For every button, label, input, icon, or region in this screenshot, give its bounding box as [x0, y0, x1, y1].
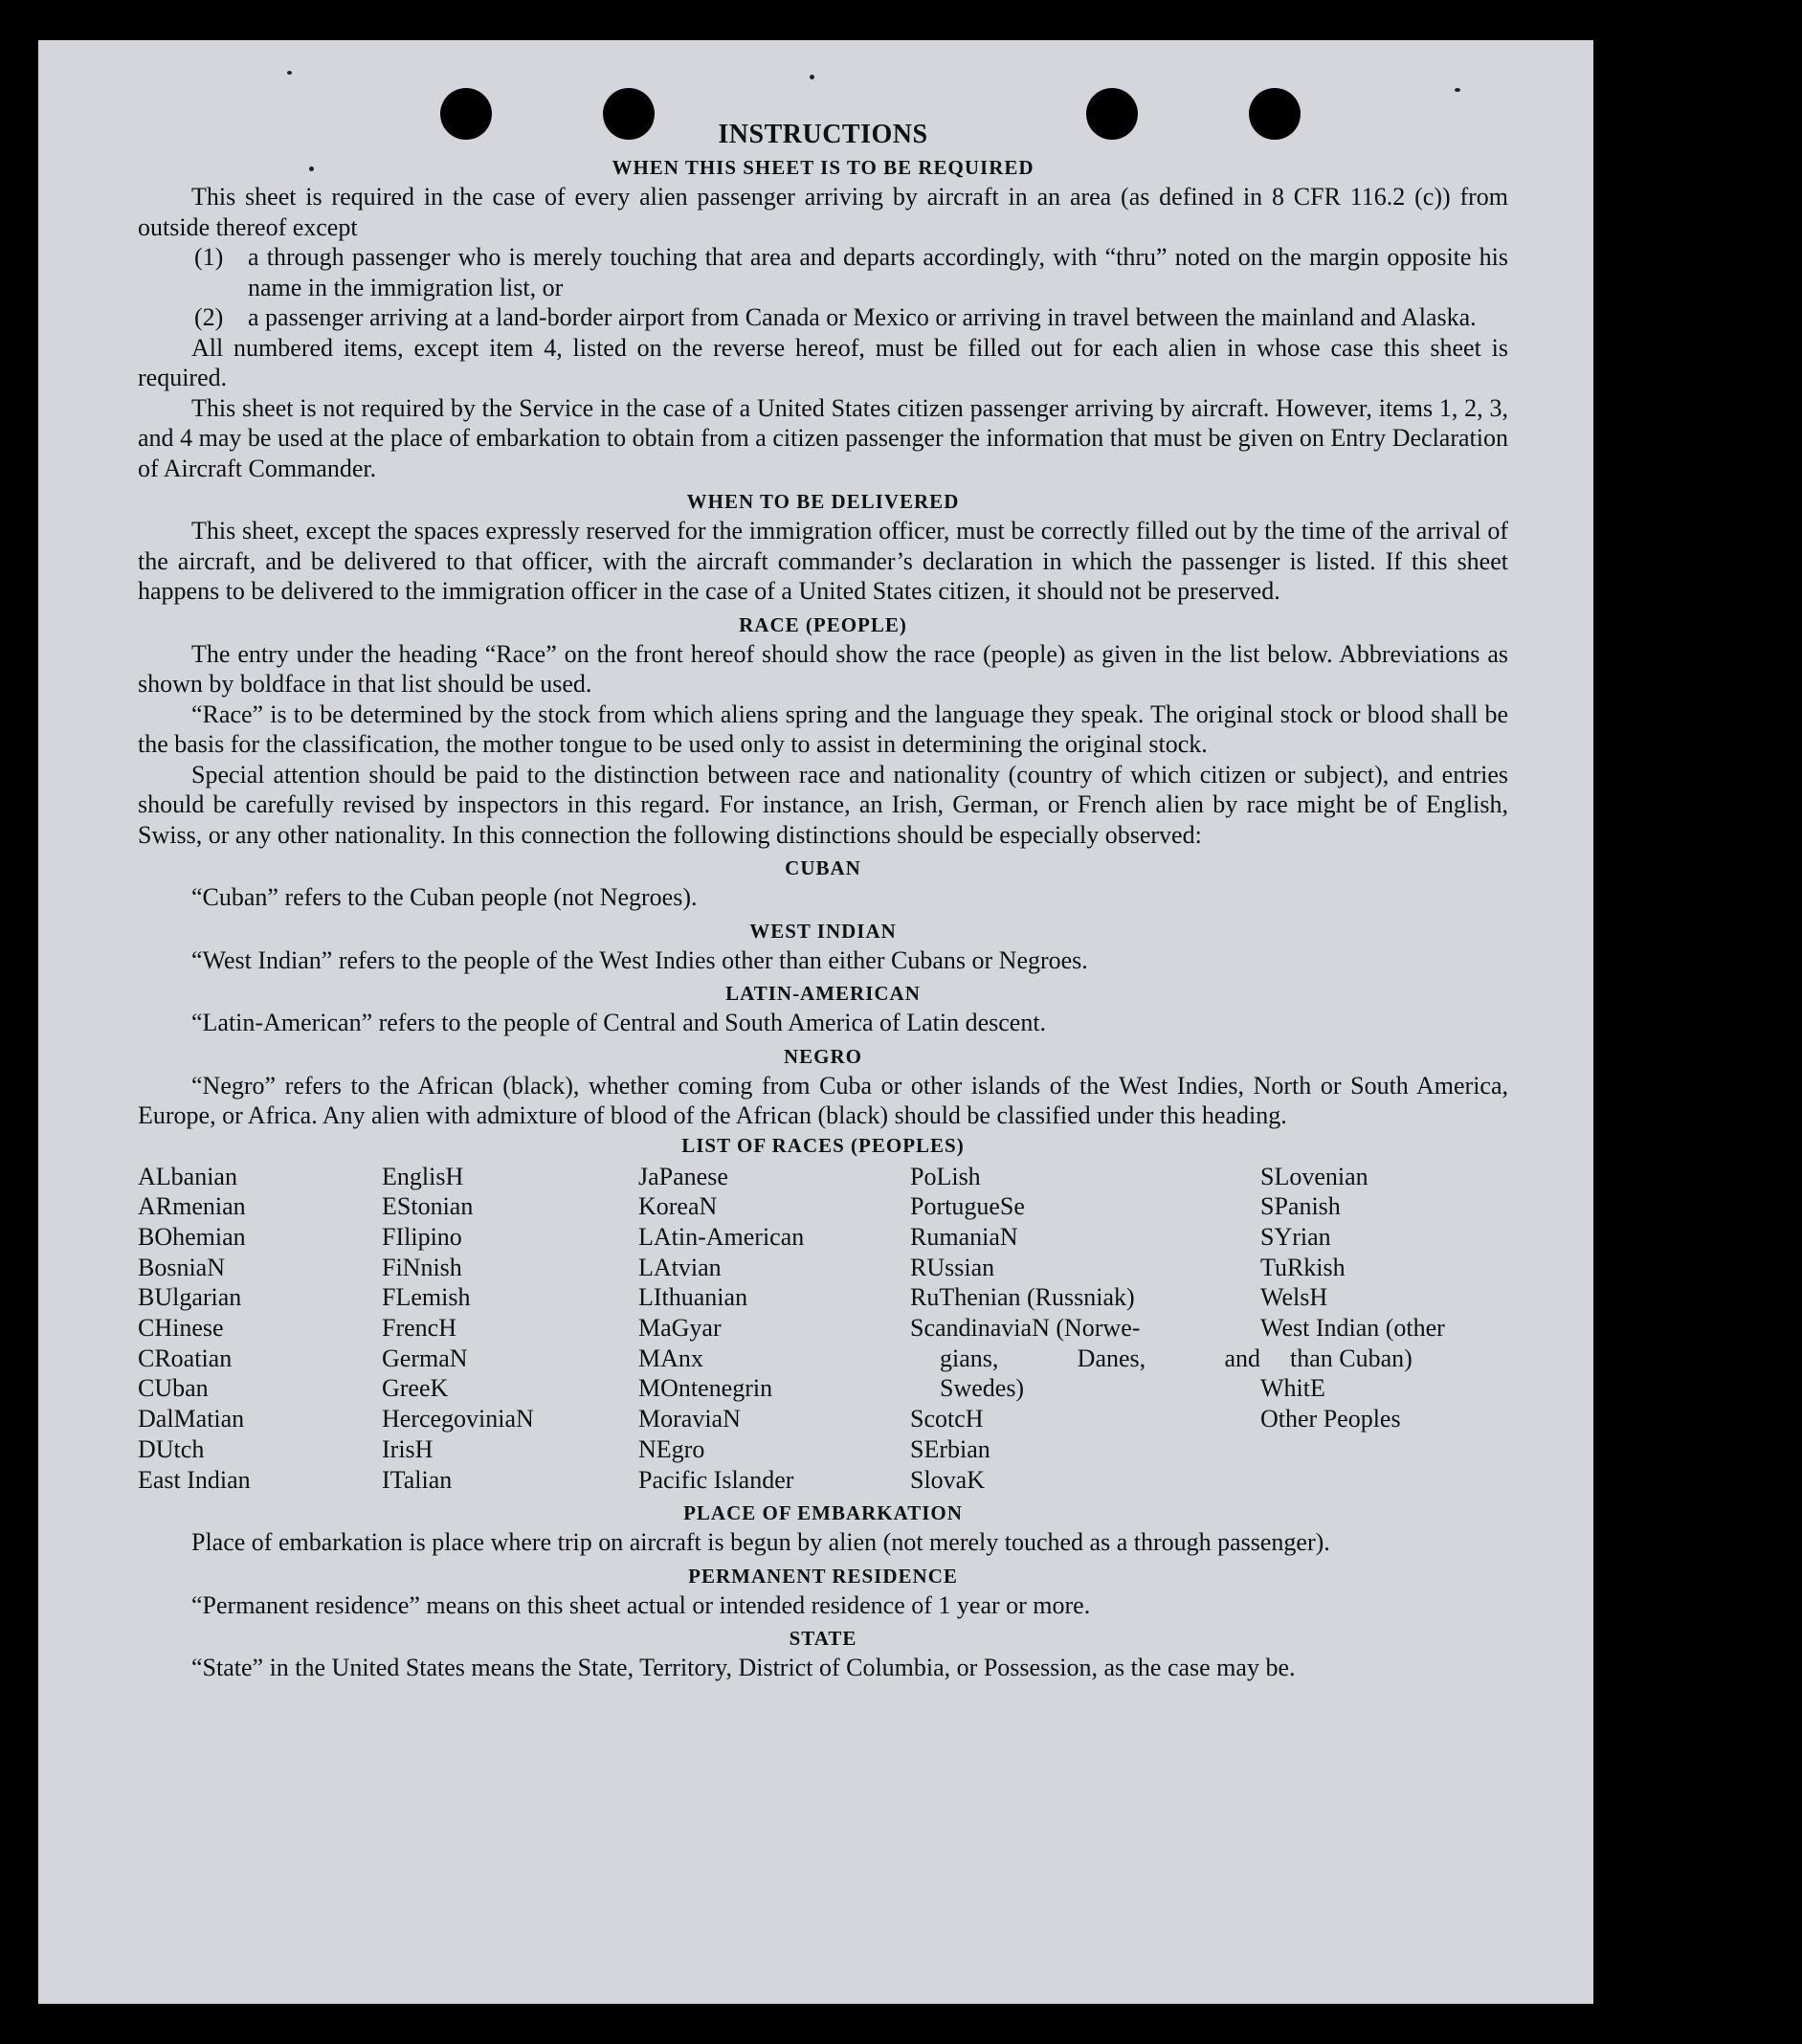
- race-entry: RumaniaN: [910, 1222, 1018, 1251]
- section-heading: LATIN-AMERICAN: [725, 982, 921, 1005]
- race-entry: HercegoviniaN: [382, 1405, 534, 1433]
- race-entry: RUssian: [910, 1253, 995, 1281]
- speck: [1455, 88, 1460, 92]
- race-entry: FIlipino: [382, 1222, 462, 1251]
- paragraph: Place of embarkation is place where trip on aircraft is begun by alien (not merely touched as a through passenger).: [191, 1528, 1330, 1557]
- race-entry: IrisH: [382, 1434, 434, 1463]
- section-heading: PLACE OF EMBARKATION: [683, 1501, 963, 1525]
- race-entry: ALbanian: [138, 1162, 237, 1190]
- race-entry: LIthuanian: [638, 1283, 748, 1312]
- race-entry: LAtvian: [638, 1253, 722, 1281]
- paragraph: This sheet is not required by the Service in the case of a United States citizen passenger arriving by aircraft. However, items 1, 2, 3, and 4 may be used at the place of embarkation to obtain from a citizen passenger the information that must be given on Entry Declaration of Aircraft Commander.: [138, 393, 1508, 482]
- section-heading: WHEN THIS SHEET IS TO BE REQUIRED: [612, 156, 1034, 179]
- paragraph: “State” in the United States means the State, Territory, District of Columbia, or Possession, as the case may be.: [191, 1654, 1296, 1682]
- race-entry: MoraviaN: [638, 1405, 741, 1433]
- item-text: a through passenger who is merely touching that area and departs accordingly, with “thru” noted on the margin opposite his name in the immigration list, or: [248, 243, 1508, 301]
- race-entry: BUlgarian: [138, 1283, 242, 1312]
- paragraph: All numbered items, except item 4, listed on the reverse hereof, must be filled out for each alien in whose case this sheet is required.: [138, 333, 1508, 391]
- section-heading: NEGRO: [783, 1044, 862, 1068]
- section-heading: PERMANENT RESIDENCE: [688, 1564, 958, 1588]
- race-column: [910, 1162, 1260, 1496]
- race-entry: MaGyar: [638, 1314, 722, 1343]
- section-heading: WHEN TO BE DELIVERED: [686, 490, 960, 513]
- race-list: [138, 1162, 1508, 1496]
- race-entry: ScotcH: [910, 1405, 984, 1433]
- paragraph: “West Indian” refers to the people of the West Indies other than either Cubans or Negroes.: [191, 945, 1088, 974]
- document-page: [38, 40, 1593, 2004]
- race-entry: SlovaK: [910, 1465, 985, 1494]
- race-entry: than Cuban): [1290, 1344, 1413, 1372]
- race-entry: Swedes): [940, 1374, 1025, 1403]
- paragraph: Special attention should be paid to the distinction between race and nationality (country of which citizen or subject), and entries should be carefully revised by inspectors in this regard. For instance, an Irish, German, or French alien by race might be of English, Swiss, or any other nationality. In this connection the following distinctions should be especially observed:: [138, 760, 1508, 849]
- race-column: [1260, 1162, 1508, 1496]
- race-column: [138, 1162, 382, 1496]
- race-entry: JaPanese: [638, 1162, 728, 1190]
- race-entry: BOhemian: [138, 1222, 246, 1251]
- race-entry: WhitE: [1260, 1374, 1325, 1403]
- section-heading: LIST OF RACES (PEOPLES): [681, 1133, 965, 1157]
- paragraph: “Latin-American” refers to the people of Central and South America of Latin descent.: [191, 1009, 1047, 1036]
- race-entry: gians, Danes, and: [940, 1344, 1260, 1372]
- section-heading: STATE: [789, 1627, 857, 1651]
- race-entry: ScandinaviaN (Norwe-: [910, 1314, 1141, 1343]
- race-entry: SLovenian: [1260, 1162, 1368, 1190]
- race-entry: CHinese: [138, 1314, 224, 1343]
- section-heading: RACE (PEOPLE): [739, 612, 907, 636]
- race-entry: NEgro: [638, 1434, 705, 1463]
- race-entry: WelsH: [1260, 1283, 1328, 1312]
- page-title: INSTRUCTIONS: [718, 120, 928, 149]
- race-entry: SErbian: [910, 1434, 990, 1463]
- race-entry: West Indian (other: [1260, 1314, 1445, 1343]
- item-number: (2): [194, 303, 224, 331]
- race-entry: LAtin-American: [638, 1222, 805, 1251]
- race-entry: FrencH: [382, 1314, 456, 1343]
- race-column: [382, 1162, 638, 1496]
- paragraph: This sheet is required in the case of every alien passenger arriving by aircraft in an area (as defined in 8 CFR 116.2 (c)) from outside thereof except: [138, 183, 1508, 241]
- instructions-content: [138, 117, 1508, 1683]
- paragraph: “Negro” refers to the African (black), whether coming from Cuba or other islands of the West Indies, North or South America, Europe, or Africa. Any alien with admixture of blood of the African (black) should be classified under this heading.: [138, 1071, 1508, 1129]
- race-entry: GermaN: [382, 1344, 468, 1372]
- race-entry: RuThenian (Russniak): [910, 1283, 1135, 1312]
- section-heading: CUBAN: [785, 856, 861, 879]
- race-entry: East Indian: [138, 1465, 251, 1494]
- race-entry: KoreaN: [638, 1192, 718, 1221]
- race-entry: EnglisH: [382, 1162, 464, 1190]
- race-entry: CUban: [138, 1374, 209, 1403]
- section-heading: WEST INDIAN: [749, 919, 897, 943]
- item-text: a passenger arriving at a land-border airport from Canada or Mexico or arriving in travel between the mainland and Alaska.: [248, 303, 1477, 331]
- paragraph: The entry under the heading “Race” on the front hereof should show the race (people) as given in the list below. Abbreviations as shown by boldface in that list should be used.: [138, 639, 1508, 698]
- paragraph: “Cuban” refers to the Cuban people (not Negroes).: [191, 883, 698, 911]
- race-entry: TuRkish: [1260, 1253, 1346, 1281]
- race-entry: FiNnish: [382, 1253, 462, 1281]
- race-entry: MAnx: [638, 1344, 703, 1372]
- numbered-item: [194, 302, 1508, 333]
- numbered-item: [194, 242, 1508, 302]
- paragraph: “Permanent residence” means on this sheet actual or intended residence of 1 year or more.: [191, 1590, 1091, 1619]
- race-entry: BosniaN: [138, 1253, 225, 1281]
- speck: [287, 71, 292, 75]
- race-entry: SPanish: [1260, 1192, 1341, 1221]
- race-entry: EStonian: [382, 1192, 474, 1221]
- item-number: (1): [194, 243, 224, 271]
- paragraph: This sheet, except the spaces expressly reserved for the immigration officer, must be correctly filled out by the time of the arrival of the aircraft, and be delivered to that officer, with the aircraft commander’s declaration in which the passenger is listed. If this sheet happens to be delivered to the immigration officer in the case of a United States citizen, it should not be preserved.: [138, 517, 1508, 605]
- paragraph: “Race” is to be determined by the stock from which aliens spring and the language they speak. The original stock or blood shall be the basis for the classification, the mother tongue to be used only to assist in determining the original stock.: [138, 700, 1508, 758]
- race-entry: ITalian: [382, 1465, 453, 1494]
- race-entry: DalMatian: [138, 1405, 245, 1433]
- race-entry: CRoatian: [138, 1344, 233, 1372]
- race-entry: DUtch: [138, 1434, 205, 1463]
- race-entry: Pacific Islander: [638, 1465, 794, 1494]
- race-entry: ARmenian: [138, 1192, 246, 1221]
- race-entry: Other Peoples: [1260, 1405, 1401, 1433]
- race-entry: MOntenegrin: [638, 1374, 773, 1403]
- race-entry: SYrian: [1260, 1222, 1331, 1251]
- speck: [810, 75, 814, 79]
- race-entry: PoLish: [910, 1162, 981, 1190]
- race-entry: PortugueSe: [910, 1192, 1025, 1221]
- race-entry: GreeK: [382, 1374, 449, 1403]
- race-column: [638, 1162, 910, 1496]
- race-entry: FLemish: [382, 1283, 471, 1312]
